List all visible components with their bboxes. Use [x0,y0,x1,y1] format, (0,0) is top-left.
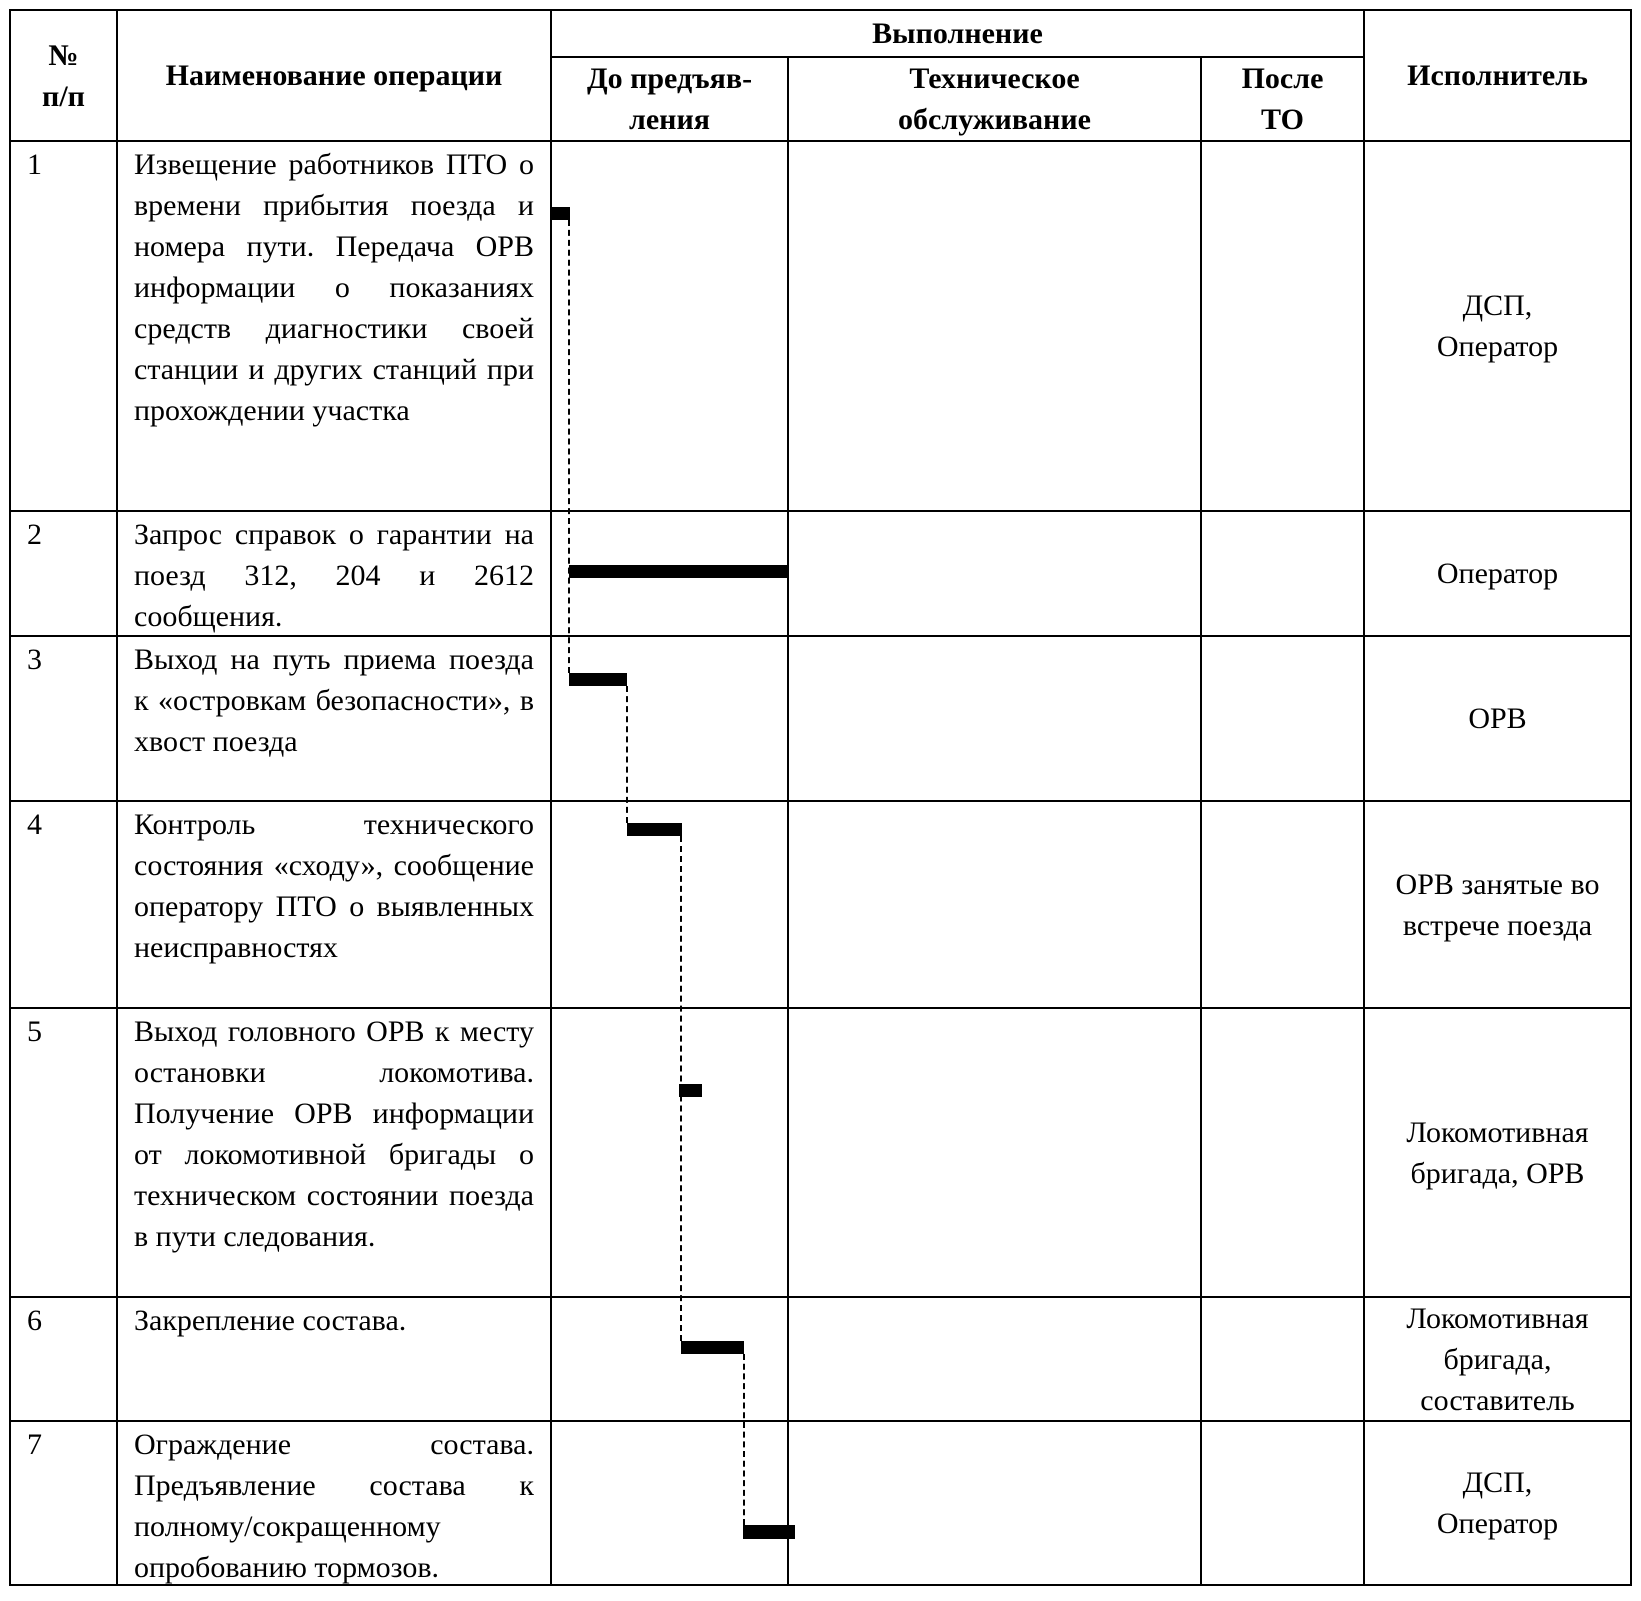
row-number: 3 [27,643,42,676]
performer-text: Локомотивная бригада, ОРВ [1406,1115,1589,1190]
performer [1365,512,1630,635]
performer [1365,637,1630,800]
header-maintenance-text: Техническое обслуживание [898,62,1091,136]
row-number: 4 [27,808,42,841]
operation-name: Ограждение состава. Предъявление состава к полному/сокращенному опробованию тормозов. [134,1428,534,1584]
timeline-connector [626,686,628,823]
column-divider [116,9,118,1586]
performer [1365,1298,1630,1420]
performer-text: ОРВ [1468,702,1527,735]
header-before-presentation-text: До предъяв-ления [586,62,753,136]
performer-text: Оператор [1436,557,1559,590]
operation-name: Запрос справок о гарантии на поезд 312, 204 и 2612 сообщения. [134,518,534,633]
operation-name: Извещение работников ПТО о времени прибытия поезда и номера пути. Передача ОРВ информации о показаниях средств диагностики своей станции и других станций при прохождении участка [134,148,534,427]
header-number [11,11,116,140]
table-border-right [1630,9,1632,1586]
operation-name: Выход на путь приема поезда к «островкам безопасности», в хвост поезда [134,643,534,758]
timeline-bar-operation-7 [743,1525,795,1539]
row-number: 2 [27,518,42,551]
operation-name: Закрепление состава. [134,1304,407,1337]
performer-text: ДСП, Оператор [1436,1466,1559,1540]
performer-text: Локомотивная бригада, составитель [1406,1301,1589,1417]
timeline-connector [568,220,570,673]
performer [1365,1422,1630,1584]
performer-text: ОРВ занятые во встрече поезда [1395,867,1600,942]
performer-text: ДСП, Оператор [1436,289,1559,363]
header-maintenance [789,58,1200,140]
header-performer [1365,11,1630,140]
header-operation-name [118,11,550,140]
performer [1365,802,1630,1007]
row-number: 6 [27,1304,42,1337]
header-before-presentation [552,58,787,140]
column-divider [787,56,789,1586]
timeline-connector [743,1354,745,1525]
timeline-connector [680,836,682,1341]
header-operation-name-text: Наименование операции [165,59,503,92]
header-execution-text: Выполнение [872,17,1043,50]
timeline-bar-operation-4 [627,823,682,836]
header-after-maintenance-text: После ТО [1241,62,1324,136]
header-execution [552,11,1363,56]
timeline-bar-operation-6 [681,1341,744,1354]
row-number: 5 [27,1015,42,1048]
timeline-bar-operation-2 [569,565,788,578]
performer [1365,1009,1630,1296]
timeline-bar-operation-1 [551,207,570,220]
operation-name: Контроль технического состояния «сходу», сообщение оператору ПТО о выявленных неисправностях [134,808,534,964]
header-after-maintenance [1202,58,1363,140]
header-number-text: № п/п [42,38,85,113]
column-divider [550,9,552,1586]
timeline-bar-operation-3 [569,673,627,686]
row-number: 1 [27,148,42,181]
performer [1365,142,1630,510]
operation-name: Выход головного ОРВ к месту остановки локомотива. Получение ОРВ информации от локомотивной бригады о техническом состоянии поезда в пути следования. [134,1015,534,1253]
column-divider [1200,56,1202,1586]
row-number: 7 [27,1428,42,1461]
timeline-bar-operation-5 [679,1084,702,1097]
header-performer-text: Исполнитель [1407,59,1588,92]
